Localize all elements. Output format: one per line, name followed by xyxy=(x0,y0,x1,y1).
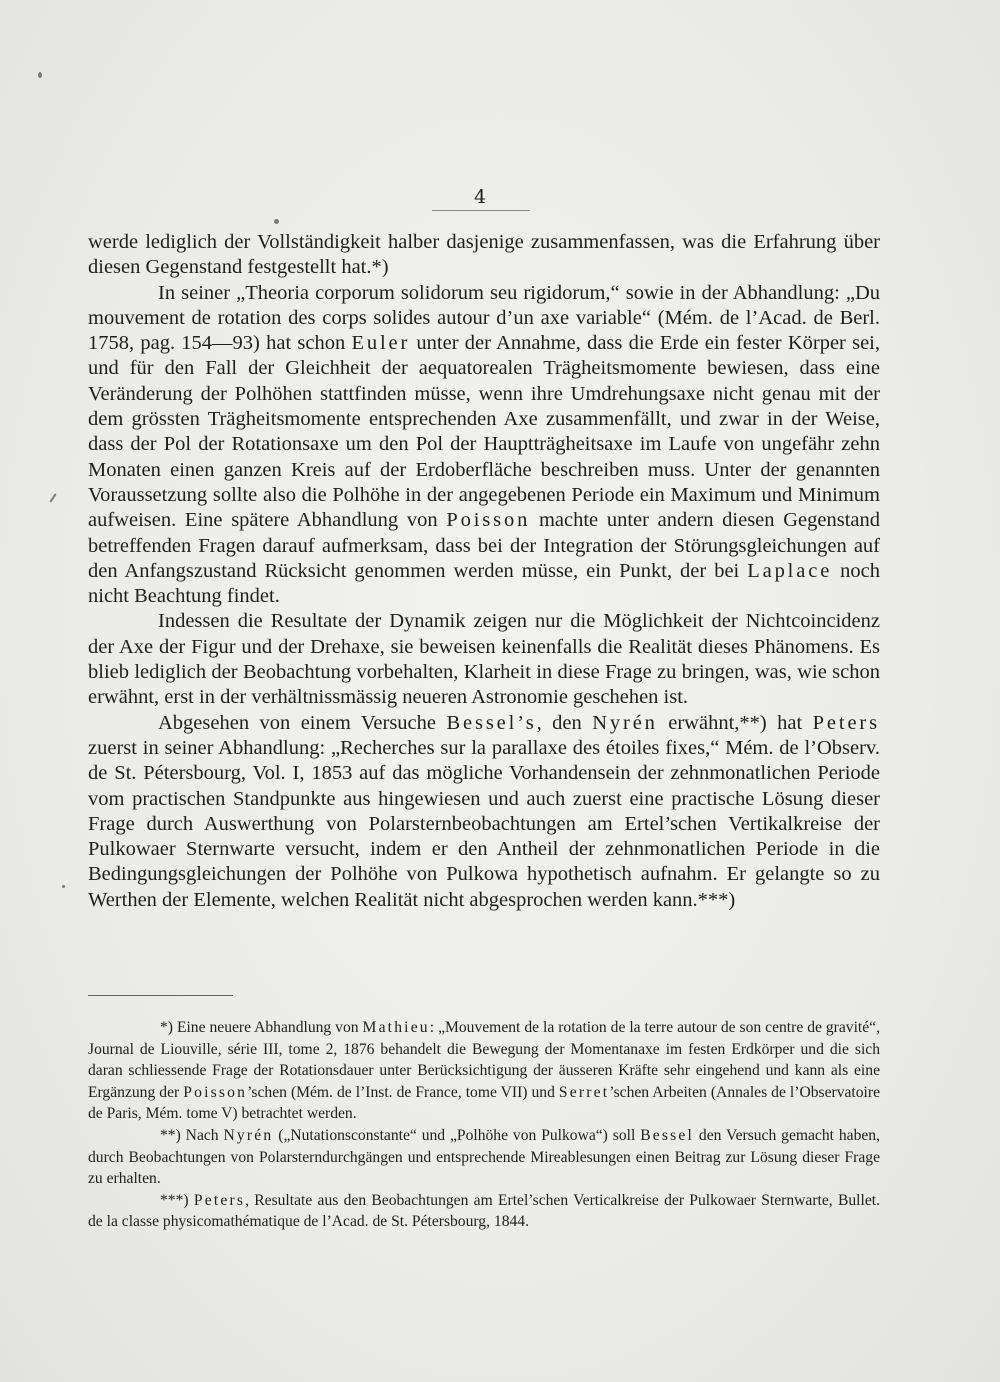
main-text xyxy=(88,230,880,913)
paper-speck xyxy=(62,885,65,888)
paragraph-4-text-3: erwähnt,**) hat xyxy=(657,711,813,734)
footnote-name-peters: Peters xyxy=(193,1191,246,1209)
footnote-1 xyxy=(88,1017,880,1125)
footnote-name-mathieu: Mathieu xyxy=(362,1019,430,1036)
paragraph-2-text-1: In seiner „Theoria corporum solidorum seu rigidorum,“ sowie in der Abhandlung: „Du mouvement de rotation des corps solides autour d’un axe variable“ (Mém. de l’Acad. de Berl. 1758, pag. 154—93) hat schon xyxy=(88,281,880,355)
footnote-1-text-3: ’schen (Mém. de l’Inst. de France, tome VII) und xyxy=(247,1083,559,1101)
footnote-2-text-2: („Nutationsconstante“ und „Polhöhe von Pulkowa“) soll xyxy=(273,1126,641,1144)
footnote-3-text-2: , Resultate aus den Beobachtungen am Ertel’schen Verticalkreise der Pulkowaer Sternwarte, Bullet. de la classe physicomathématique de l’Acad. de St. Pétersbourg, 1844. xyxy=(88,1191,880,1231)
paper-speck xyxy=(49,493,56,502)
paragraph-4 xyxy=(88,711,880,913)
name-euler: Euler xyxy=(351,332,411,355)
footnote-name-poisson: Poisson xyxy=(183,1083,248,1101)
paper-speck xyxy=(274,219,279,224)
page-number: 4 xyxy=(473,186,487,208)
paragraph-2 xyxy=(88,281,880,610)
footnote-separator xyxy=(88,995,233,996)
paragraph-1: werde lediglich der Vollständigkeit halber dasjenige zusammenfassen, was die Erfahrung über diesen Gegenstand festgestellt hat.*) xyxy=(88,231,880,279)
name-nyren: Nyrén xyxy=(592,711,658,734)
name-bessel: Bessel’s xyxy=(446,711,537,734)
paragraph-4-text-1: Abgesehen von einem Versuche xyxy=(158,711,447,734)
paragraph-2-text-2: unter der Annahme, dass die Erde ein fester Körper sei, und für den Fall der Gleichheit der aequatorealen Trägheitsmomente bewiesen, dass eine Veränderung der Polhöhen stattfinden müsse, wenn ihre Umdrehungsaxe nicht genau mit der dem grössten Trägheitsmomente entsprechenden Axe zusammenfällt, und zwar in der Weise, dass der Pol der Rotationsaxe um den Pol der Hauptträgheitsaxe im Laufe von ungefähr zehn Monaten einen ganzen Kreis auf der Erdoberfläche beschreiben muss. Unter der genannten Voraussetzung sollte also die Polhöhe in der angegebenen Periode ein Maximum und Minimum aufweisen. Eine spätere Abhandlung von xyxy=(88,332,881,532)
page-number-rule xyxy=(432,210,530,211)
footnote-name-bessel: Bessel xyxy=(640,1126,695,1144)
name-poisson: Poisson xyxy=(446,509,531,532)
paragraph-2-text-3: machte unter andern diesen Gegenstand betreffenden Fragen darauf aufmerksam, dass bei der Integration der Störungsgleichungen auf den Anfangszustand Rücksicht genommen werden müsse, ein Punkt, der bei xyxy=(88,509,881,582)
name-laplace: Laplace xyxy=(747,559,833,582)
footnote-1-text-2: : „Mouvement de la rotation de la terre autour de son centre de gravité“, Journal de Liouville, série III, tome 2, 1876 behandelt die Bewegung der Momentanaxe im festen Erdkörper und die sich daran schliessende Frage der Rotationsdauer unter Berücksichtigung der äusseren Kräfte sehr eingehend und kann als eine Ergänzung der xyxy=(88,1019,880,1101)
footnote-2-text-1: **) Nach xyxy=(160,1126,224,1144)
footnote-1-text-1: *) Eine neuere Abhandlung von xyxy=(160,1019,363,1036)
paragraph-4-text-4: zuerst in seiner Abhandlung: „Recherches sur la parallaxe des étoiles fixes,“ Mém. de l’Observ. de St. Pétersbourg, Vol. I, 1853 auf das mögliche Vorhandensein der zehnmonatlichen Periode vom practischen Standpunkte aus hingewiesen und auch zuerst eine practische Lösung dieser Frage durch Auswerthung von Polarsternbeobachtungen am Ertel’schen Vertikalkreise der Pulkowaer Sternwarte versucht, indem er den Antheil der zehnmonatlichen Periode in die Bedingungsgleichungen der Polhöhe von Pulkowa hypothetisch aufnahm. Er gelangte so zu Werthen der Elemente, welchen Realität nicht abgesprochen werden kann.***) xyxy=(88,736,880,911)
footnote-1-text-4: ’schen Arbeiten (Annales de l’Observatoire de Paris, Mém. tome V) betrachtet werden. xyxy=(88,1083,880,1123)
footnote-2 xyxy=(88,1125,880,1190)
footnote-3 xyxy=(88,1190,880,1233)
paragraph-4-text-2: , den xyxy=(536,711,593,734)
paragraph-3: Indessen die Resultate der Dynamik zeigen nur die Möglichkeit der Nichtcoincidenz der Axe der Figur und der Drehaxe, sie beweisen keinenfalls die Realität dieses Phänomens. Es blieb lediglich der Beobachtung vorbehalten, Klarheit in diese Frage zu bringen, was, wie schon erwähnt, erst in der verhältnissmässig neueren Astronomie geschehen ist. xyxy=(88,610,880,709)
footnote-3-text-1: ***) xyxy=(160,1191,194,1209)
footnotes xyxy=(88,1017,880,1233)
footnote-name-nyren: Nyrén xyxy=(223,1126,274,1144)
paragraph-2-text-4: noch nicht Beachtung findet. xyxy=(88,559,880,608)
footnote-name-serret: Serret xyxy=(558,1083,610,1101)
paper-speck xyxy=(38,72,42,78)
name-peters: Peters xyxy=(812,711,880,734)
footnote-2-text-3: den Versuch gemacht haben, durch Beobachtungen von Polarsterndurchgängen und entsprechende Mireablesungen einen Beitrag zur Lösung dieser Frage zu erhalten. xyxy=(88,1126,881,1188)
